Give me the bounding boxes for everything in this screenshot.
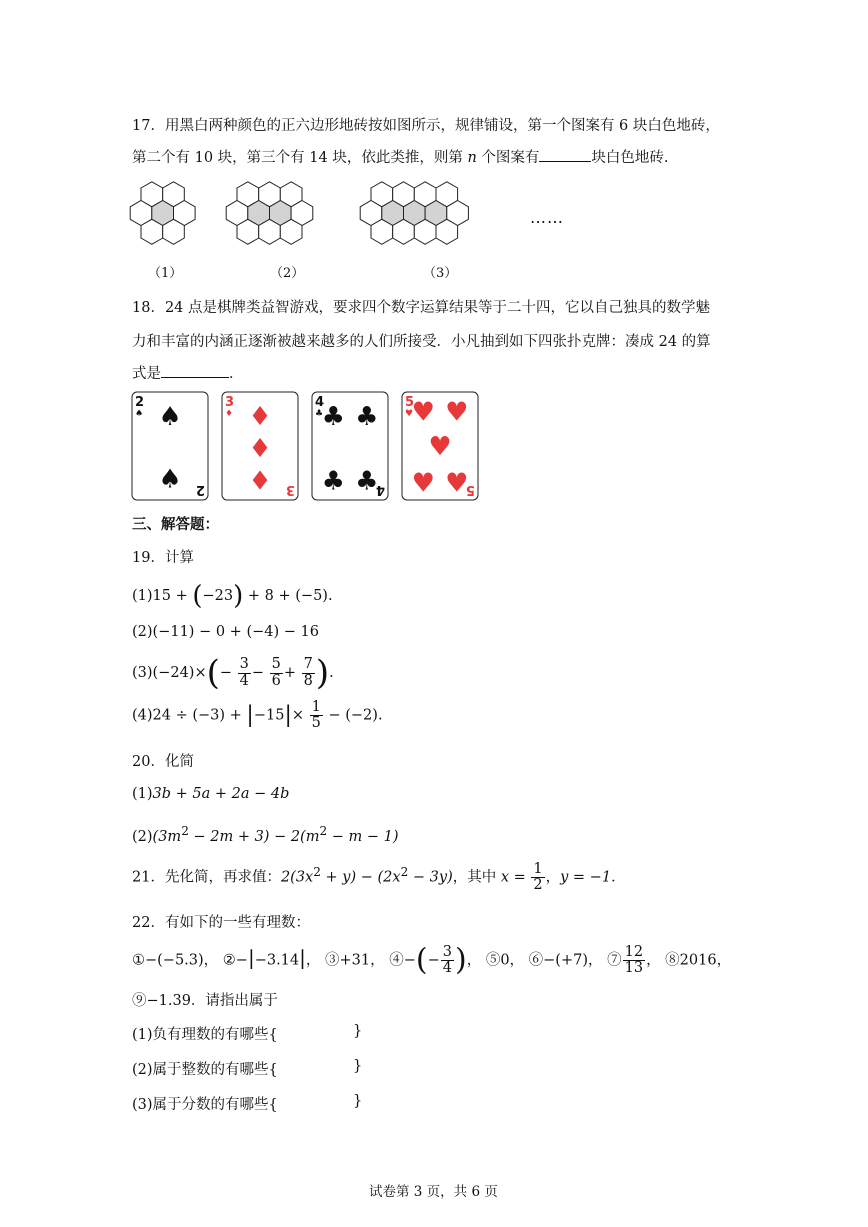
card-suit-pip-icon: ♦ [248, 466, 272, 497]
q19-part1: (1)15 + (−23) + 8 + (−5). [132, 581, 333, 611]
q21-line: 21．先化简，再求值：$2(3x^2 + y) - (2x^2 - 3y)$，其中 x = $\frac{1}{2}$ ，y = −1． [132, 861, 626, 894]
card-rank-bottom: 2 [195, 482, 205, 497]
fig-label-2: （2） [270, 266, 305, 281]
q19-part4: (4)24 ÷ (−3) + |−15|× $\frac{1}{5}$ − (−2). [132, 699, 383, 732]
q22-sub2-close: } [353, 1058, 363, 1074]
card-suit-pip-icon: ♣ [321, 466, 345, 497]
q17-answer-blank[interactable] [539, 147, 591, 163]
card-suit-pip-icon: ♥ [411, 397, 435, 428]
q18-line3: 式是 ． [132, 362, 244, 383]
card-rank-bottom: 4 [375, 482, 385, 497]
card-suit-pip-icon: ♠ [158, 401, 182, 432]
card-rank-bottom: 5 [465, 482, 475, 497]
q18-answer-blank[interactable] [161, 363, 229, 379]
card-suit-pip-icon: ♥ [445, 468, 469, 499]
q22-list-line2: ⑨−1.39．请指出属于 [132, 993, 278, 1009]
fig-label-3: （3） [423, 266, 458, 281]
hexagon-tiles [130, 182, 468, 245]
q18-line2: 力和丰富的内涵正逐渐被越来越多的人们所接受．小凡抽到如下四张扑克牌：凑成 24 的算 [132, 334, 711, 350]
card-rank-top: 3 [225, 395, 235, 410]
card-suit-pip-icon: ♥ [428, 432, 452, 462]
q19-part3: (3)(−24)×(− $\frac{3}{4}$ − $\frac{5}{6}$ + $\frac{7}{8}$ ). [132, 653, 334, 693]
card-suit-small-icon: ♥ [405, 409, 414, 419]
card-suit-pip-icon: ♦ [248, 401, 272, 432]
card-rank-top: 2 [135, 395, 145, 410]
q17-dots: …… [530, 208, 564, 227]
q18-line1: 18．24 点是棋牌类益智游戏，要求四个数字运算结果等于二十四，它以自己独具的数学魅 [132, 300, 711, 316]
page-footer: 试卷第 3 页，共 6 页 [369, 1184, 498, 1200]
card-suit-small-icon: ♣ [315, 409, 324, 419]
q17-line1: 17．用黑白两种颜色的正六边形地砖按如图所示，规律铺设，第一个图案有 6 块白色地砖， [132, 118, 720, 134]
q20-title: 20．化简 [132, 754, 194, 770]
hexagon-pattern-figure [120, 172, 540, 252]
q22-title: 22．有如下的一些有理数： [132, 915, 310, 931]
playing-cards [132, 392, 478, 500]
card-suit-pip-icon: ♣ [355, 401, 379, 432]
card-suit-pip-icon: ♠ [158, 464, 182, 495]
q22-sub3: (3)属于分数的有哪些{ } [132, 1093, 363, 1113]
q20-part2: $(2)(3m^2 - 2m + 3) - 2(m^2 - m - 1)$ [132, 824, 399, 845]
q17-var-n: n [467, 150, 477, 166]
q20-part1: (1)3b + 5a + 2a − 4b [132, 786, 290, 802]
card-suit-pip-icon: ♣ [355, 466, 379, 497]
q22-sub1: (1)负有理数的有哪些{ } [132, 1023, 363, 1043]
card-suit-pip-icon: ♦ [248, 434, 272, 465]
card-rank-top: 5 [405, 395, 415, 410]
q19-title: 19．计算 [132, 550, 194, 566]
q17-line2: 第二个有 10 块，第三个有 14 块，依此类推，则第 n 个图案有 块白色地砖. [132, 146, 669, 167]
q22-sub3-close: } [353, 1093, 363, 1109]
q22-sub2: (2)属于整数的有哪些{ } [132, 1058, 363, 1078]
card-rank-top: 4 [315, 395, 325, 410]
card-suit-pip-icon: ♥ [411, 468, 435, 499]
card-suit-small-icon: ♦ [225, 409, 234, 419]
q22-sub1-close: } [353, 1023, 363, 1039]
card-rank-bottom: 3 [285, 482, 295, 497]
fig-label-1: （1） [148, 266, 183, 281]
q19-part2: (2)(−11) − 0 + (−4) − 16 [132, 624, 319, 640]
card-suit-pip-icon: ♣ [321, 401, 345, 432]
card-suit-pip-icon: ♥ [445, 397, 469, 428]
card-suit-small-icon: ♠ [135, 409, 144, 419]
playing-cards-figure [130, 390, 490, 502]
q22-list-line1: ①−(−5.3)， ②−|−3.14|， ③+31， ④−(− $\frac{3}{4}$ )， ⑤0， ⑥−(+7)， ⑦ $\frac{12}{13}$ ， ⑧2016， [132, 942, 732, 978]
section-heading: 三、解答题： [132, 516, 219, 533]
